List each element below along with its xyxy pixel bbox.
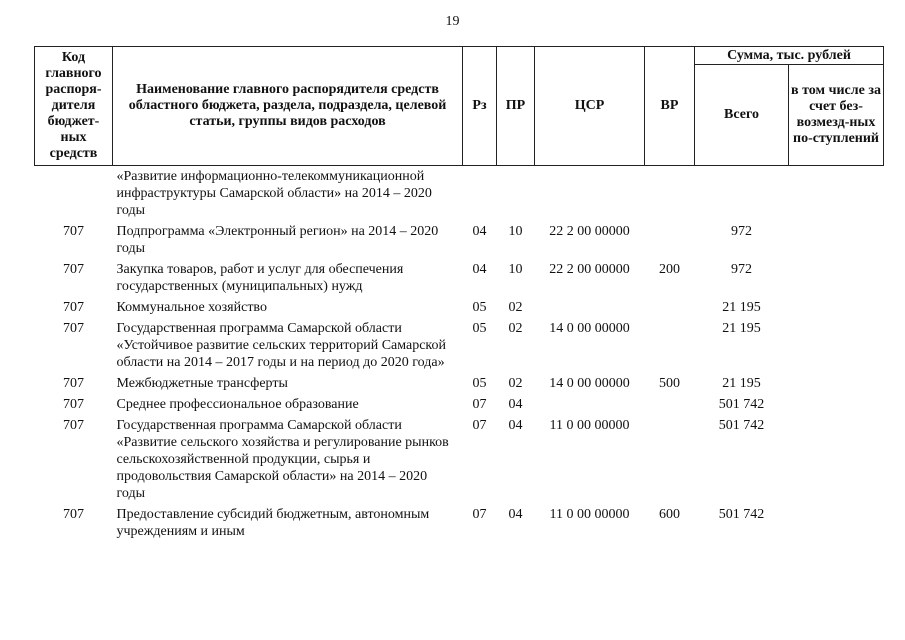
cell-vr [645,319,695,374]
header-rz: Рз [463,47,497,166]
cell-rz: 05 [472,321,487,336]
cell-rz: 07 [472,397,487,412]
table-body [35,166,884,544]
cell-code: 707 [63,321,84,336]
cell-rz: 05 [472,376,487,391]
table-row [35,319,884,374]
cell-incl [789,260,884,298]
cell-vr: 500 [659,376,680,391]
header-total: Всего [695,65,789,166]
header-name: Наименование главного распорядителя средств областного бюджета, раздела, подраздела, целевой статьи, группы видов расходов [113,47,463,166]
cell-rz: 05 [472,300,487,315]
cell-incl [789,505,884,543]
cell-code: 707 [63,224,84,239]
cell-code: 707 [63,300,84,315]
cell-incl [789,319,884,374]
table-row [35,395,884,416]
cell-name: Коммунальное хозяйство [116,300,267,315]
cell-vr [645,416,695,505]
budget-table [34,46,884,543]
cell-incl [789,416,884,505]
cell-total: 21 195 [722,376,761,391]
cell-total [695,166,789,223]
cell-csr: 14 0 00 00000 [549,376,630,391]
cell-vr [645,222,695,260]
header-csr: ЦСР [535,47,645,166]
cell-name: Государственная программа Самарской области «Устойчивое развитие сельских территорий Самарской области на 2014 – 2017 годы и на период до 2020 года» [116,321,447,370]
table-row [35,260,884,298]
cell-rz: 04 [472,262,487,277]
cell-pr: 02 [508,376,523,391]
header-vr: ВР [645,47,695,166]
cell-name: «Развитие информационно-телекоммуникационной инфраструктуры Самарской области» на 2014 – 2020 годы [116,169,432,218]
cell-vr [645,166,695,223]
cell-csr: 14 0 00 00000 [549,321,630,336]
cell-pr: 10 [508,262,523,277]
cell-incl [789,222,884,260]
cell-incl [789,166,884,223]
cell-total: 501 742 [718,397,765,412]
cell-rz: 07 [472,507,487,522]
table-row [35,505,884,543]
cell-total: 501 742 [718,507,765,522]
cell-csr: 11 0 00 00000 [549,507,630,522]
header-sum: Сумма, тыс. рублей [695,47,884,65]
cell-csr: 22 2 00 00000 [549,224,630,239]
cell-code: 707 [63,262,84,277]
table-row [35,166,884,223]
cell-total: 972 [731,262,752,277]
cell-csr [535,166,645,223]
cell-rz: 04 [472,224,487,239]
table-row [35,416,884,505]
cell-incl [789,298,884,319]
cell-pr: 02 [508,321,523,336]
header-code: Код главного распоря-дителя бюджет-ных средств [35,47,113,166]
page-number: 19 [445,14,460,29]
cell-csr [535,298,645,319]
table-row [35,222,884,260]
cell-vr: 200 [659,262,680,277]
header-pr: ПР [497,47,535,166]
cell-total: 21 195 [722,321,761,336]
cell-total: 501 742 [718,418,765,433]
cell-csr: 11 0 00 00000 [549,418,630,433]
cell-pr: 04 [508,418,523,433]
cell-total: 21 195 [722,300,761,315]
cell-pr: 02 [508,300,523,315]
cell-name: Межбюджетные трансферты [116,376,288,391]
cell-pr: 10 [508,224,523,239]
cell-csr [535,395,645,416]
cell-rz [463,166,497,223]
cell-pr: 04 [508,507,523,522]
cell-code: 707 [63,397,84,412]
table-row [35,298,884,319]
cell-code [35,166,113,223]
cell-csr: 22 2 00 00000 [549,262,630,277]
cell-name: Среднее профессиональное образование [116,397,359,412]
cell-incl [789,395,884,416]
cell-rz: 07 [472,418,487,433]
header-incl: в том числе за счет без-возмезд-ных по-ступлений [789,65,884,166]
cell-vr: 600 [659,507,680,522]
cell-incl [789,374,884,395]
cell-code: 707 [63,418,84,433]
cell-pr: 04 [508,397,523,412]
table-row [35,374,884,395]
cell-name: Закупка товаров, работ и услуг для обеспечения государственных (муниципальных) нужд [116,262,404,294]
cell-total: 972 [731,224,752,239]
cell-vr [645,298,695,319]
cell-name: Государственная программа Самарской области «Развитие сельского хозяйства и регулирование рынков сельскохозяйственной продукции, сырья и продовольствия Самарской области» на 2014 – 2020 годы [116,418,449,501]
cell-code: 707 [63,507,84,522]
cell-code: 707 [63,376,84,391]
cell-name: Предоставление субсидий бюджетным, автономным учреждениям и иным [116,507,430,539]
cell-pr [497,166,535,223]
cell-vr [645,395,695,416]
cell-name: Подпрограмма «Электронный регион» на 2014 – 2020 годы [116,224,439,256]
